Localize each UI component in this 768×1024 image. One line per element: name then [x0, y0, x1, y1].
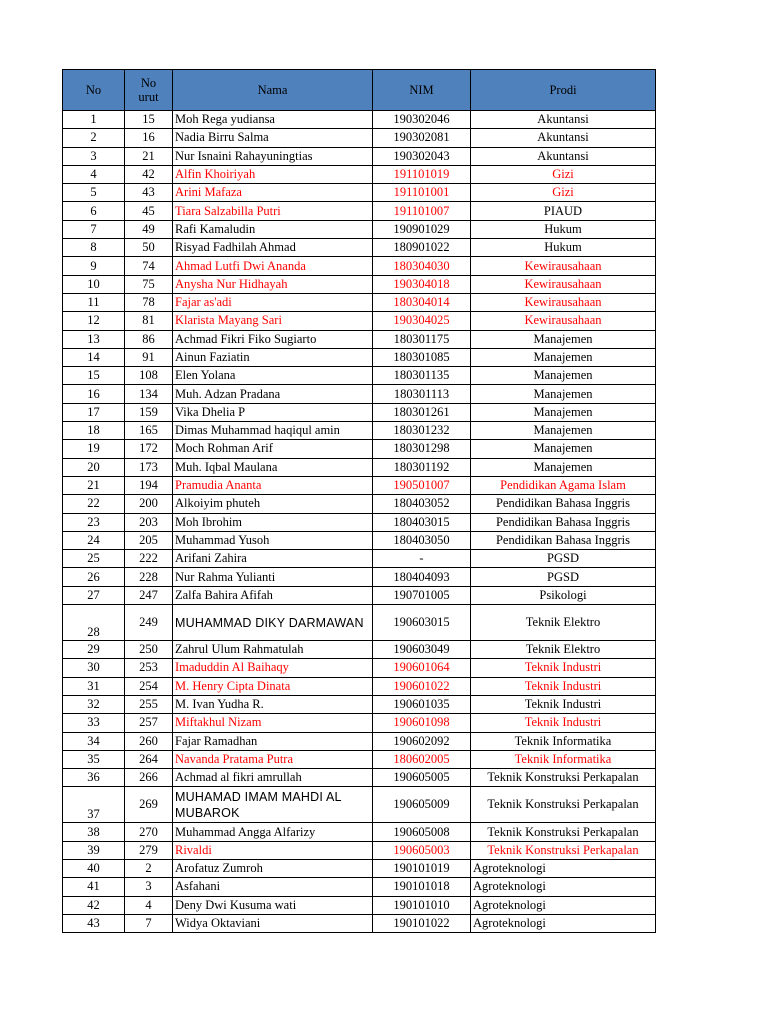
table-row [63, 367, 656, 385]
cell-no-urut: 43 [125, 184, 173, 202]
cell-no: 28 [63, 605, 125, 641]
cell-nama: Asfahani [173, 878, 373, 896]
cell-no-urut: 21 [125, 147, 173, 165]
cell-no: 19 [63, 440, 125, 458]
cell-prodi: Kewirausahaan [471, 275, 656, 293]
cell-nama: Arofatuz Zumroh [173, 859, 373, 877]
cell-prodi: Teknik Konstruksi Perkapalan [471, 823, 656, 841]
cell-no-urut: 45 [125, 202, 173, 220]
cell-nama: Zalfa Bahira Afifah [173, 586, 373, 604]
cell-no-urut: 3 [125, 878, 173, 896]
cell-nim: 190601022 [373, 677, 471, 695]
cell-nama: Achmad Fikri Fiko Sugiarto [173, 330, 373, 348]
cell-prodi: Teknik Konstruksi Perkapalan [471, 787, 656, 823]
table-row [63, 239, 656, 257]
cell-nama: Nur Rahma Yulianti [173, 568, 373, 586]
table-row [63, 495, 656, 513]
cell-nim: 190302043 [373, 147, 471, 165]
table-row [63, 440, 656, 458]
cell-prodi: PIAUD [471, 202, 656, 220]
cell-no: 38 [63, 823, 125, 841]
cell-prodi: Kewirausahaan [471, 257, 656, 275]
cell-no: 1 [63, 111, 125, 129]
cell-nama: Widya Oktaviani [173, 914, 373, 932]
cell-no: 20 [63, 458, 125, 476]
header-no: No [63, 70, 125, 111]
cell-prodi: PGSD [471, 550, 656, 568]
cell-nim: 180602005 [373, 750, 471, 768]
cell-nim: 180301175 [373, 330, 471, 348]
cell-nama: Alfin Khoiriyah [173, 165, 373, 183]
cell-no-urut: 7 [125, 914, 173, 932]
cell-nim: 190304025 [373, 312, 471, 330]
cell-no-urut: 194 [125, 476, 173, 494]
table-row [63, 769, 656, 787]
cell-no-urut: 78 [125, 293, 173, 311]
cell-no: 17 [63, 403, 125, 421]
cell-nim: 190605008 [373, 823, 471, 841]
cell-prodi: Manajemen [471, 458, 656, 476]
cell-nim: 190302046 [373, 111, 471, 129]
cell-no: 31 [63, 677, 125, 695]
cell-prodi: Akuntansi [471, 147, 656, 165]
cell-nama: Anysha Nur Hidhayah [173, 275, 373, 293]
cell-nim: 190101019 [373, 859, 471, 877]
cell-no-urut: 50 [125, 239, 173, 257]
cell-nama: Moh Ibrohim [173, 513, 373, 531]
cell-nim: 180404093 [373, 568, 471, 586]
cell-nim: 190901029 [373, 220, 471, 238]
cell-no: 25 [63, 550, 125, 568]
table-row [63, 823, 656, 841]
cell-prodi: Manajemen [471, 422, 656, 440]
cell-no: 7 [63, 220, 125, 238]
cell-prodi: Pendidikan Bahasa Inggris [471, 513, 656, 531]
cell-no: 11 [63, 293, 125, 311]
cell-nama: Ahmad Lutfi Dwi Ananda [173, 257, 373, 275]
cell-no-urut: 266 [125, 769, 173, 787]
cell-no: 10 [63, 275, 125, 293]
cell-prodi: Pendidikan Agama Islam [471, 476, 656, 494]
cell-prodi: Kewirausahaan [471, 293, 656, 311]
cell-no-urut: 253 [125, 659, 173, 677]
cell-no-urut: 2 [125, 859, 173, 877]
cell-nim: 180301085 [373, 348, 471, 366]
cell-no-urut: 15 [125, 111, 173, 129]
cell-prodi: Gizi [471, 184, 656, 202]
cell-nama: M. Henry Cipta Dinata [173, 677, 373, 695]
cell-no: 21 [63, 476, 125, 494]
cell-nim: 190101018 [373, 878, 471, 896]
table-row [63, 111, 656, 129]
cell-no: 6 [63, 202, 125, 220]
cell-no-urut: 247 [125, 586, 173, 604]
cell-nama: Imaduddin Al Baihaqy [173, 659, 373, 677]
table-row [63, 129, 656, 147]
cell-nama: M. Ivan Yudha R. [173, 695, 373, 713]
table-row [63, 476, 656, 494]
cell-nama: Fajar Ramadhan [173, 732, 373, 750]
cell-nama: Arini Mafaza [173, 184, 373, 202]
table-row [63, 550, 656, 568]
cell-nama: Navanda Pratama Putra [173, 750, 373, 768]
cell-prodi: Agroteknologi [471, 859, 656, 877]
table-row [63, 312, 656, 330]
cell-prodi: Teknik Elektro [471, 605, 656, 641]
table-row [63, 257, 656, 275]
cell-no-urut: 257 [125, 714, 173, 732]
cell-nim: 180403050 [373, 531, 471, 549]
cell-prodi: Pendidikan Bahasa Inggris [471, 495, 656, 513]
cell-no: 29 [63, 641, 125, 659]
table-row [63, 165, 656, 183]
cell-nama: Miftakhul Nizam [173, 714, 373, 732]
cell-no-urut: 81 [125, 312, 173, 330]
cell-no: 4 [63, 165, 125, 183]
cell-nim: 190603049 [373, 641, 471, 659]
cell-nim: 180301261 [373, 403, 471, 421]
cell-no: 8 [63, 239, 125, 257]
cell-no-urut: 260 [125, 732, 173, 750]
cell-prodi: Teknik Industri [471, 659, 656, 677]
cell-nim: 191101007 [373, 202, 471, 220]
cell-nama: Nadia Birru Salma [173, 129, 373, 147]
table-row [63, 605, 656, 641]
cell-nama: Zahrul Ulum Rahmatulah [173, 641, 373, 659]
cell-prodi: Pendidikan Bahasa Inggris [471, 531, 656, 549]
cell-no-urut: 249 [125, 605, 173, 641]
cell-no: 3 [63, 147, 125, 165]
cell-no-urut: 173 [125, 458, 173, 476]
table-row [63, 403, 656, 421]
cell-nim: 190701005 [373, 586, 471, 604]
cell-nama: Fajar as'adi [173, 293, 373, 311]
cell-no: 23 [63, 513, 125, 531]
table-row [63, 859, 656, 877]
cell-prodi: PGSD [471, 568, 656, 586]
cell-prodi: Hukum [471, 220, 656, 238]
cell-prodi: Agroteknologi [471, 914, 656, 932]
cell-no-urut: 269 [125, 787, 173, 823]
cell-nim: 190603015 [373, 605, 471, 641]
cell-nim: 180301113 [373, 385, 471, 403]
cell-prodi: Manajemen [471, 367, 656, 385]
cell-nama: Ainun Faziatin [173, 348, 373, 366]
cell-nim: 190101022 [373, 914, 471, 932]
cell-nama: Moh Rega yudiansa [173, 111, 373, 129]
cell-no-urut: 264 [125, 750, 173, 768]
cell-nama: Arifani Zahira [173, 550, 373, 568]
cell-prodi: Manajemen [471, 385, 656, 403]
cell-nim: 190605005 [373, 769, 471, 787]
cell-prodi: Kewirausahaan [471, 312, 656, 330]
cell-nama: Moch Rohman Arif [173, 440, 373, 458]
table-row [63, 422, 656, 440]
cell-no-urut: 86 [125, 330, 173, 348]
cell-no: 41 [63, 878, 125, 896]
cell-nim: 180301135 [373, 367, 471, 385]
cell-prodi: Gizi [471, 165, 656, 183]
cell-nama: Rivaldi [173, 841, 373, 859]
cell-nama: Elen Yolana [173, 367, 373, 385]
cell-no: 43 [63, 914, 125, 932]
cell-nim: 180301192 [373, 458, 471, 476]
cell-prodi: Agroteknologi [471, 896, 656, 914]
cell-no-urut: 74 [125, 257, 173, 275]
table-row [63, 714, 656, 732]
cell-nim: - [373, 550, 471, 568]
cell-prodi: Manajemen [471, 440, 656, 458]
cell-no: 34 [63, 732, 125, 750]
table-row [63, 531, 656, 549]
header-row [63, 70, 656, 111]
cell-no: 42 [63, 896, 125, 914]
cell-nama: Dimas Muhammad haqiqul amin [173, 422, 373, 440]
header-no-urut [125, 70, 173, 111]
cell-no-urut: 255 [125, 695, 173, 713]
cell-no-urut: 49 [125, 220, 173, 238]
cell-no: 5 [63, 184, 125, 202]
cell-prodi: Akuntansi [471, 111, 656, 129]
cell-nama: Pramudia Ananta [173, 476, 373, 494]
cell-prodi: Manajemen [471, 348, 656, 366]
cell-nama: Muh. Iqbal Maulana [173, 458, 373, 476]
cell-prodi: Akuntansi [471, 129, 656, 147]
cell-nim: 190601098 [373, 714, 471, 732]
table-row [63, 385, 656, 403]
cell-nama: Alkoiyim phuteh [173, 495, 373, 513]
cell-no-urut: 159 [125, 403, 173, 421]
cell-nim: 190601064 [373, 659, 471, 677]
cell-nim: 180304014 [373, 293, 471, 311]
cell-nim: 190601035 [373, 695, 471, 713]
student-table [62, 69, 656, 933]
cell-no: 24 [63, 531, 125, 549]
table-row [63, 293, 656, 311]
cell-no: 33 [63, 714, 125, 732]
cell-no-urut: 228 [125, 568, 173, 586]
cell-prodi: Manajemen [471, 403, 656, 421]
table-row [63, 732, 656, 750]
cell-no-urut: 279 [125, 841, 173, 859]
cell-nim: 180304030 [373, 257, 471, 275]
cell-no: 27 [63, 586, 125, 604]
cell-no-urut: 91 [125, 348, 173, 366]
table-row [63, 695, 656, 713]
cell-nim: 190304018 [373, 275, 471, 293]
cell-no: 32 [63, 695, 125, 713]
table-row [63, 330, 656, 348]
cell-no: 9 [63, 257, 125, 275]
table-row [63, 841, 656, 859]
cell-no: 39 [63, 841, 125, 859]
cell-no: 40 [63, 859, 125, 877]
cell-no-urut: 108 [125, 367, 173, 385]
cell-no: 36 [63, 769, 125, 787]
table-row [63, 659, 656, 677]
cell-nim: 190605009 [373, 787, 471, 823]
table-row [63, 513, 656, 531]
table-row [63, 184, 656, 202]
table-row [63, 787, 656, 823]
header-prodi: Prodi [471, 70, 656, 111]
cell-no: 16 [63, 385, 125, 403]
cell-no: 15 [63, 367, 125, 385]
table-row [63, 878, 656, 896]
table-row [63, 914, 656, 932]
cell-prodi: Agroteknologi [471, 878, 656, 896]
cell-no: 12 [63, 312, 125, 330]
cell-nim: 190602092 [373, 732, 471, 750]
cell-prodi: Teknik Elektro [471, 641, 656, 659]
cell-nama: Achmad al fikri amrullah [173, 769, 373, 787]
cell-nama: Klarista Mayang Sari [173, 312, 373, 330]
cell-nim: 180301232 [373, 422, 471, 440]
cell-prodi: Psikologi [471, 586, 656, 604]
cell-no-urut: 254 [125, 677, 173, 695]
cell-nama: Muh. Adzan Pradana [173, 385, 373, 403]
cell-prodi: Hukum [471, 239, 656, 257]
cell-no: 18 [63, 422, 125, 440]
table-row [63, 147, 656, 165]
cell-nama: Vika Dhelia P [173, 403, 373, 421]
cell-nama: Deny Dwi Kusuma wati [173, 896, 373, 914]
table-row [63, 677, 656, 695]
cell-no: 14 [63, 348, 125, 366]
cell-nim: 180901022 [373, 239, 471, 257]
cell-no-urut: 134 [125, 385, 173, 403]
cell-no-urut: 4 [125, 896, 173, 914]
cell-no: 35 [63, 750, 125, 768]
cell-nama: Nur Isnaini Rahayuningtias [173, 147, 373, 165]
table-row [63, 275, 656, 293]
cell-nama: Muhammad Angga Alfarizy [173, 823, 373, 841]
table-row [63, 348, 656, 366]
cell-prodi: Teknik Industri [471, 677, 656, 695]
cell-prodi: Teknik Informatika [471, 732, 656, 750]
cell-nama: Tiara Salzabilla Putri [173, 202, 373, 220]
cell-nama: Risyad Fadhilah Ahmad [173, 239, 373, 257]
cell-nim: 191101001 [373, 184, 471, 202]
cell-no-urut: 75 [125, 275, 173, 293]
cell-no: 26 [63, 568, 125, 586]
cell-prodi: Teknik Industri [471, 695, 656, 713]
cell-nim: 180301298 [373, 440, 471, 458]
cell-no-urut: 270 [125, 823, 173, 841]
cell-no-urut: 42 [125, 165, 173, 183]
cell-nim: 180403052 [373, 495, 471, 513]
cell-prodi: Teknik Industri [471, 714, 656, 732]
table-row [63, 220, 656, 238]
cell-nama: MUHAMAD IMAM MAHDI AL MUBAROK [173, 787, 373, 823]
cell-nama: Rafi Kamaludin [173, 220, 373, 238]
cell-nim: 191101019 [373, 165, 471, 183]
header-no-urut-label: No urut [138, 76, 159, 104]
header-nama: Nama [173, 70, 373, 111]
cell-no-urut: 250 [125, 641, 173, 659]
cell-no-urut: 16 [125, 129, 173, 147]
cell-nim: 190605003 [373, 841, 471, 859]
table-row [63, 568, 656, 586]
table-row [63, 750, 656, 768]
cell-prodi: Teknik Informatika [471, 750, 656, 768]
cell-nim: 190501007 [373, 476, 471, 494]
cell-prodi: Teknik Konstruksi Perkapalan [471, 769, 656, 787]
cell-nim: 190302081 [373, 129, 471, 147]
cell-no: 13 [63, 330, 125, 348]
cell-nim: 180403015 [373, 513, 471, 531]
cell-no: 22 [63, 495, 125, 513]
header-nim: NIM [373, 70, 471, 111]
cell-prodi: Teknik Konstruksi Perkapalan [471, 841, 656, 859]
table-row [63, 202, 656, 220]
table-row [63, 641, 656, 659]
cell-no-urut: 165 [125, 422, 173, 440]
cell-no-urut: 172 [125, 440, 173, 458]
table-row [63, 458, 656, 476]
cell-no: 2 [63, 129, 125, 147]
cell-prodi: Manajemen [471, 330, 656, 348]
cell-nama: MUHAMMAD DIKY DARMAWAN [173, 605, 373, 641]
table-row [63, 896, 656, 914]
cell-no-urut: 200 [125, 495, 173, 513]
table-row [63, 586, 656, 604]
cell-no-urut: 222 [125, 550, 173, 568]
cell-nim: 190101010 [373, 896, 471, 914]
cell-no-urut: 205 [125, 531, 173, 549]
cell-nama: Muhammad Yusoh [173, 531, 373, 549]
cell-no: 37 [63, 787, 125, 823]
cell-no: 30 [63, 659, 125, 677]
cell-no-urut: 203 [125, 513, 173, 531]
